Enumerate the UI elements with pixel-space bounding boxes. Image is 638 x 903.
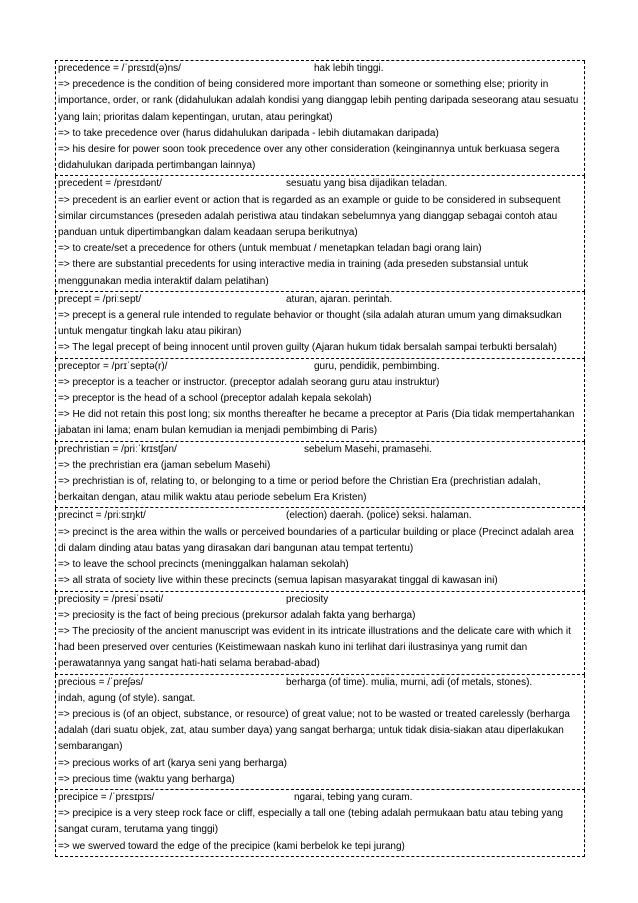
definition-line: => precedent is an earlier event or action that is regarded as an example or guide to be considered in subsequent similar circumstances (preseden adalah peristiwa atau tindakan sebelumnya yang dianggap sebagai contoh atau panduan untuk dipertimbangkan dalam keadaan serupa berikutnya)	[58, 194, 561, 239]
entry-preceptor	[55, 359, 585, 442]
entry-prechristian	[55, 442, 585, 509]
headword: precipice = /ˈprɛsɪpɪs/	[58, 791, 155, 803]
entry-header	[58, 790, 583, 806]
definition-line: => precinct is the area within the walls or perceived boundaries of a particular building or place (Precinct adalah area di dalam dinding atau batas yang dirasakan dari bangunan atau tempat tertentu)	[58, 526, 574, 554]
entry-precious	[55, 675, 585, 790]
entry-precept	[55, 292, 585, 359]
definition-line: => precedence is the condition of being considered more important than someone or something else; priority in importance, order, or rank (didahulukan adalah kondisi yang dianggap lebih penting daripada seseorang atau sesuatu yang lain; prioritas dalam kepentingan, urutan, atau peringkat)	[58, 79, 579, 123]
definition-line: indah, agung (of style). sangat.	[58, 692, 196, 704]
definition-line: => preciosity is the fact of being precious (prekursor adalah fakta yang berharga)	[58, 609, 416, 621]
definition-line: => the prechristian era (jaman sebelum Masehi)	[58, 459, 271, 471]
glossary-sheet	[55, 60, 585, 857]
headword: prechristian = /priːˈkrɪstʃən/	[58, 443, 177, 455]
entry-header	[58, 61, 583, 77]
entry-header	[58, 508, 583, 524]
definition-line: => precept is a general rule intended to regulate behavior or thought (sila adalah aturan umum yang dimaksudkan untuk mengatur tingkah laku atau pikiran)	[58, 310, 562, 338]
entry-preciosity	[55, 592, 585, 675]
meaning: sesuatu yang bisa dijadikan teladan.	[286, 178, 448, 190]
headword: preciosity = /presiˈɒsəti/	[58, 593, 164, 605]
meaning: sebelum Masehi, pramasehi.	[304, 443, 432, 455]
definition-line: => precipice is a very steep rock face or cliff, especially a tall one (tebing adalah permukaan batu atau tebing yang sangat curam, terutama yang tinggi)	[58, 808, 564, 836]
definition-line: => precious works of art (karya seni yang berharga)	[58, 757, 287, 769]
meaning: guru, pendidik, pembimbing.	[314, 360, 440, 372]
meaning: (election) daerah. (police) seksi. halaman.	[286, 510, 472, 522]
headword: preceptor = /prɪˈseptə(r)/	[58, 360, 168, 372]
headword: precedent = /presɪdənt/	[58, 178, 162, 190]
definition-line: => there are substantial precedents for using interactive media in training (ada preseden substansial untuk menggunakan media interaktif dalam pelatihan)	[58, 259, 529, 287]
entry-header	[58, 292, 583, 308]
definition-line: => to take precedence over (harus didahulukan daripada - lebih diutamakan daripada)	[58, 127, 439, 139]
definition-line: => The legal precept of being innocent until proven guilty (Ajaran hukum tidak bersalah sampai terbukti bersalah)	[58, 342, 557, 354]
definition-line: => precious is (of an object, substance, or resource) of great value; not to be wasted or treated carelessly (berharga adalah (dari suatu objek, zat, atau sumber daya) yang sangat berharga; untuk tidak disia-siakan atau diperlakukan sembarangan)	[58, 708, 570, 753]
meaning: berharga (of time). mulia, murni, adi (of metals, stones).	[286, 676, 533, 688]
definition-line: => The preciosity of the ancient manuscript was evident in its intricate illustrations and the delicate care with which it had been preserved over centuries (Keistimewaan naskah kuno ini terlihat dari ilustrasinya yang rumit dan perawatannya yang sangat hati-hati selama berabad-abad)	[58, 625, 571, 670]
entry-header	[58, 442, 583, 458]
meaning: aturan, ajaran. perintah.	[286, 293, 393, 305]
definition-line: => to leave the school precincts (meninggalkan halaman sekolah)	[58, 559, 349, 571]
definition-line: => we swerved toward the edge of the precipice (kami berbelok ke tepi jurang)	[58, 840, 405, 852]
headword: precinct = /priːsɪŋkt/	[58, 510, 146, 522]
meaning: hak lebih tinggi.	[314, 63, 384, 74]
definition-line: => preceptor is a teacher or instructor. (preceptor adalah seorang guru atau instruktur)	[58, 376, 440, 388]
entry-precedent	[55, 176, 585, 291]
entry-header	[58, 592, 583, 608]
definition-line: => his desire for power soon took precedence over any other consideration (keinginannya untuk berkuasa segera didahulukan daripada pertimbangan lainnya)	[58, 144, 560, 172]
definition-line: => precious time (waktu yang berharga)	[58, 773, 235, 785]
meaning: ngarai, tebing yang curam.	[294, 791, 413, 803]
entry-header	[58, 675, 583, 691]
headword: precedence = /ˈprɛsɪd(ə)ns/	[58, 63, 181, 74]
headword: precept = /priːsept/	[58, 293, 142, 305]
entry-precipice	[55, 790, 585, 857]
definition-line: => preceptor is the head of a school (preceptor adalah kepala sekolah)	[58, 393, 372, 405]
definition-line: => He did not retain this post long; six months thereafter he became a preceptor at Paris (Dia tidak mempertahankan jabatan ini lama; enam bulan kemudian ia menjadi pembimbing di Paris)	[58, 409, 575, 437]
meaning: preciosity	[286, 593, 329, 605]
entry-precinct	[55, 508, 585, 591]
entry-header	[58, 176, 583, 192]
entry-header	[58, 359, 583, 375]
definition-line: => all strata of society live within these precincts (semua lapisan masyarakat tinggal di kawasan ini)	[58, 575, 498, 587]
headword: precious = /ˈpreʃəs/	[58, 676, 144, 688]
entry-precedence	[55, 61, 585, 176]
definition-line: => to create/set a precedence for others (untuk membuat / menetapkan teladan bagi orang lain)	[58, 243, 482, 255]
definition-line: => prechristian is of, relating to, or belonging to a time or period before the Christian Era (prechristian adalah, berkaitan dengan, atau milik waktu atau periode sebelum Era Kristen)	[58, 476, 541, 504]
